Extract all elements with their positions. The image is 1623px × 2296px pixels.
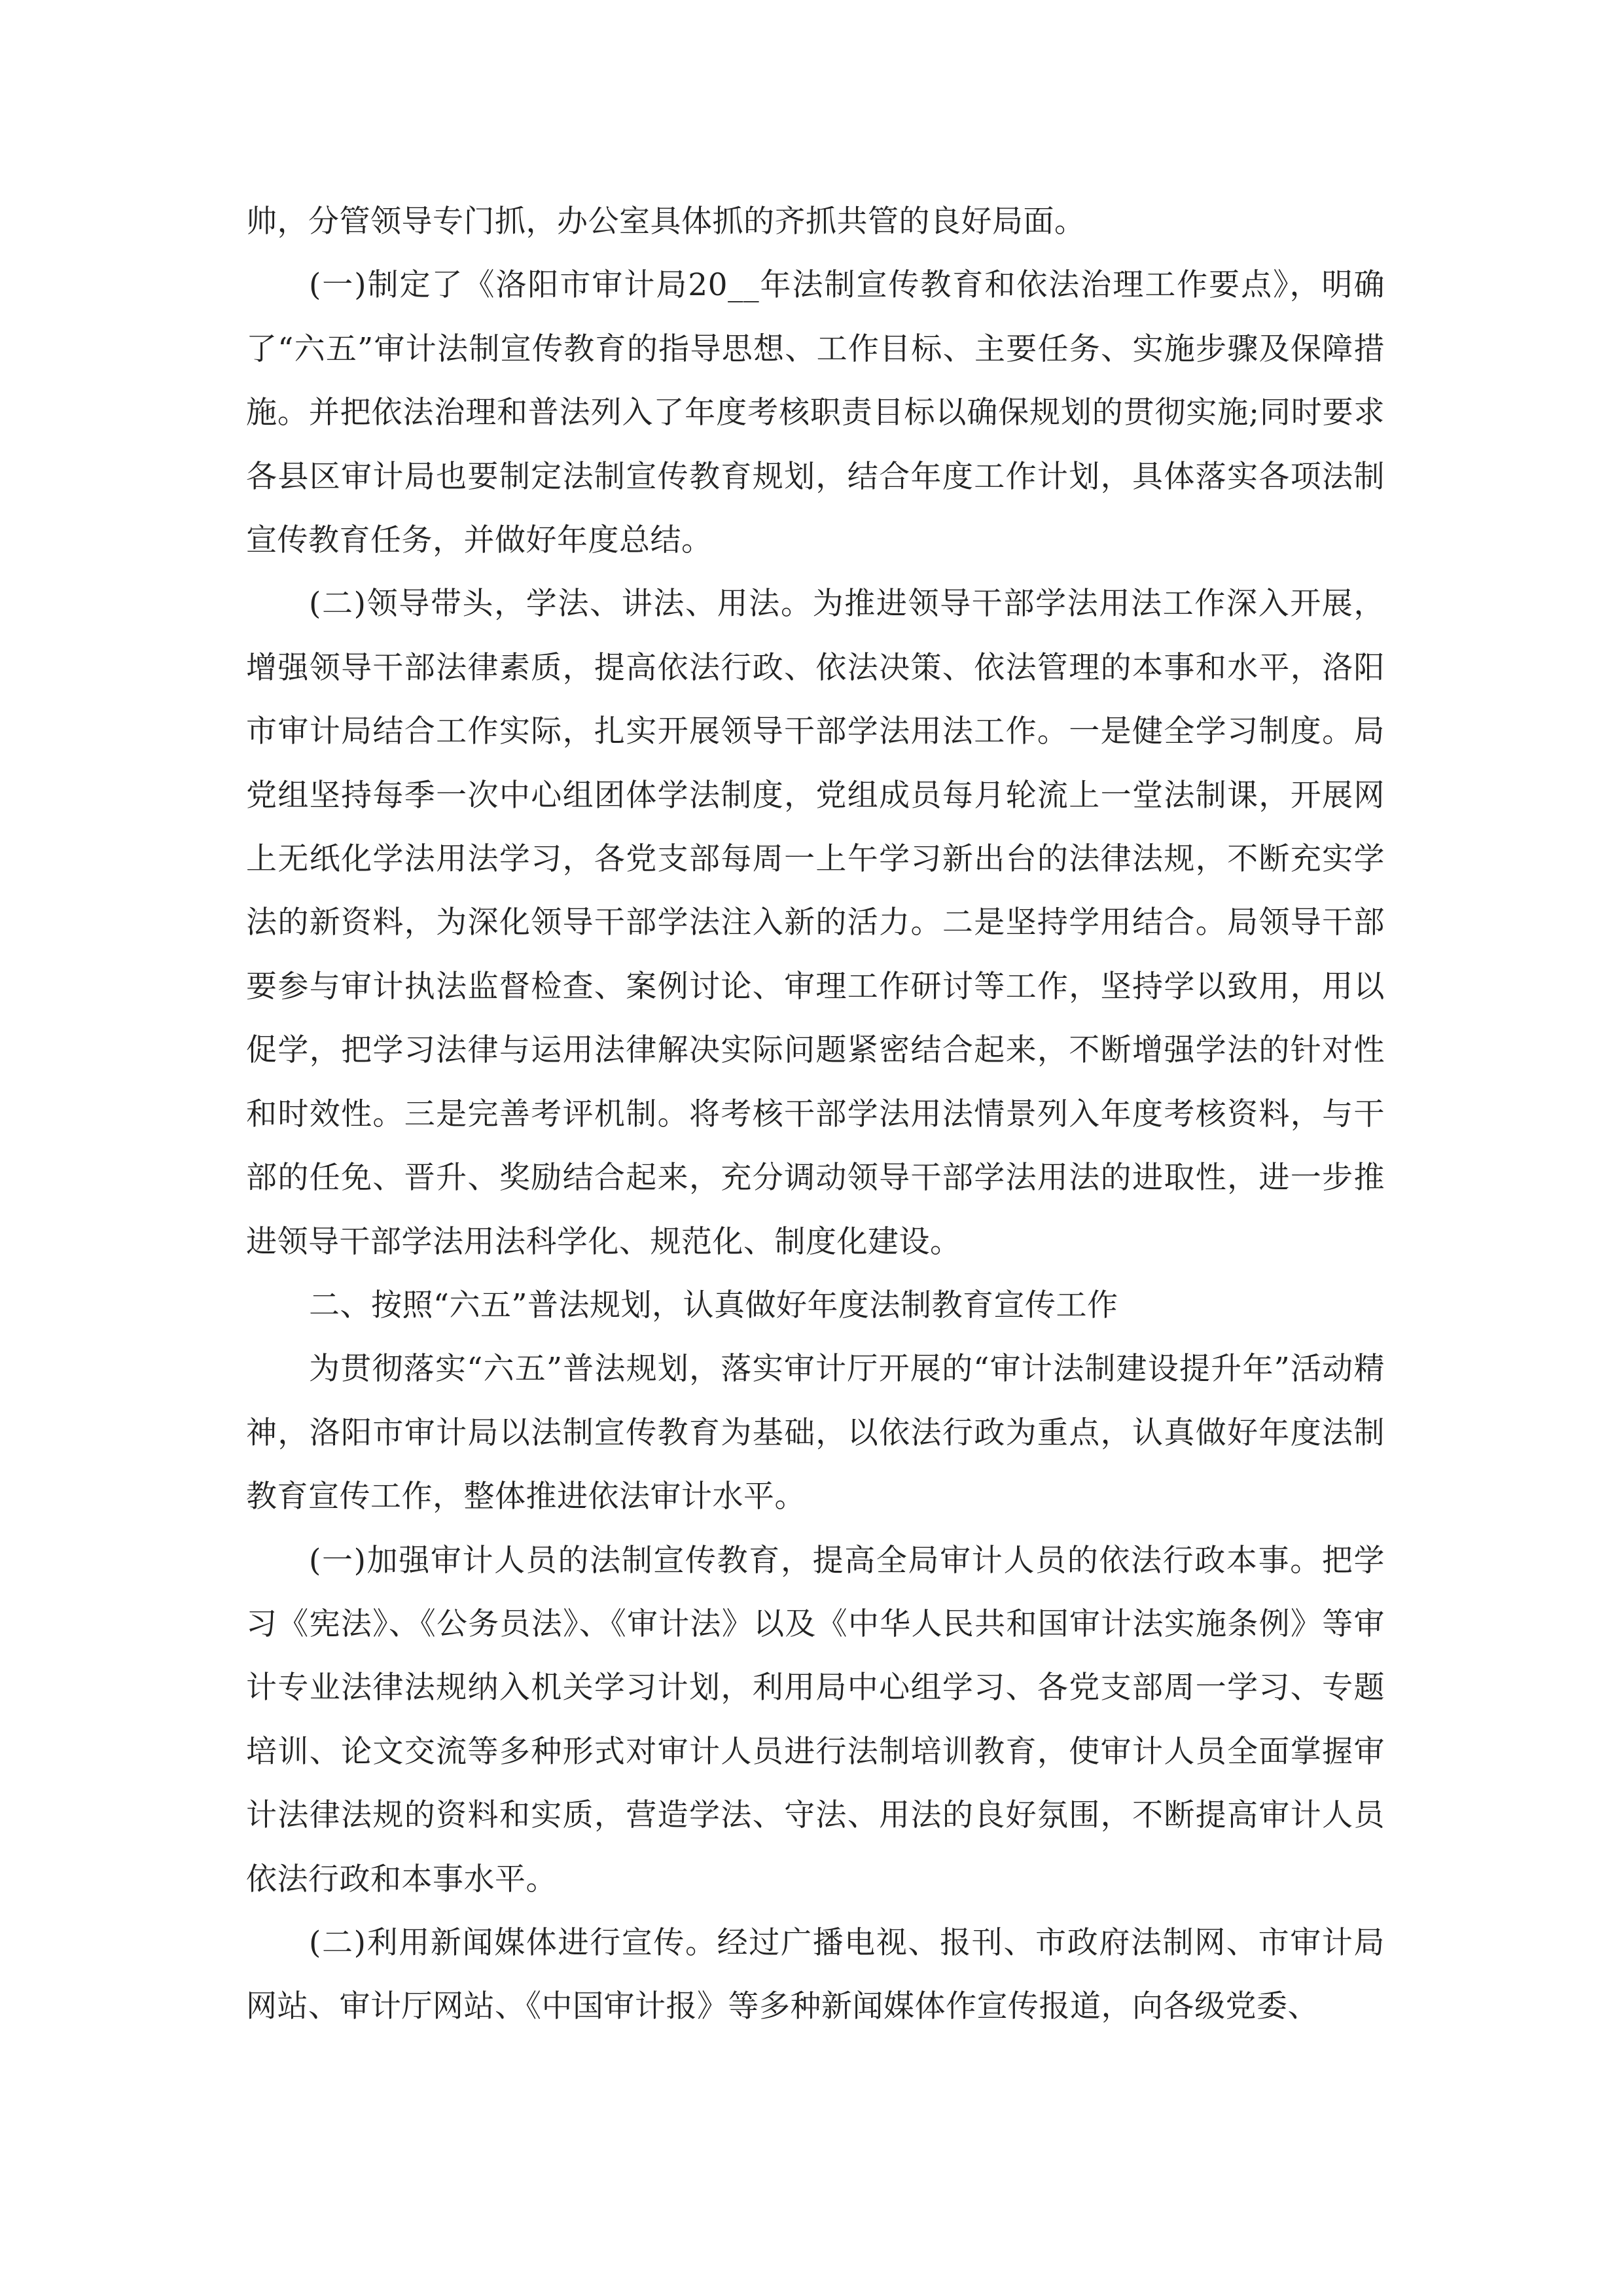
paragraph-item-1-1: (一)制定了《洛阳市审计局20__年法制宣传教育和依法治理工作要点》，明确了“六五”审计法制宣传教育的指导思想、工作目标、主要任务、实施步骤及保障措施。并把依法治理和普法列入了年度考核职责目标以确保规划的贯彻实施;同时要求各县区审计局也要制定法制宣传教育规划，结合年度工作计划，具体落实各项法制宣传教育任务，并做好年度总结。	[246, 267, 1385, 559]
paragraph-item-2-2: (二)利用新闻媒体进行宣传。经过广播电视、报刊、市政府法制网、市审计局网站、审计厅网站、《中国审计报》等多种新闻媒体作宣传报道，向各级党委、	[246, 1924, 1385, 2025]
paragraph-continuation: 帅，分管领导专门抓，办公室具体抓的齐抓共管的良好局面。	[246, 204, 1086, 240]
body-text	[246, 190, 1385, 2039]
section-heading-2: 二、按照“六五”普法规划，认真做好年度法制教育宣传工作	[309, 1287, 1118, 1323]
paragraph-intro-2: 为贯彻落实“六五”普法规划，落实审计厅开展的“审计法制建设提升年”活动精神，洛阳市审计局以法制宣传教育为基础，以依法行政为重点，认真做好年度法制教育宣传工作，整体推进依法审计水平。	[246, 1351, 1385, 1515]
paragraph-item-2-1: (一)加强审计人员的法制宣传教育，提高全局审计人员的依法行政本事。把学习《宪法》、《公务员法》、《审计法》以及《中华人民共和国审计法实施条例》等审计专业法律法规纳入机关学习计划，利用局中心组学习、各党支部周一学习、专题培训、论文交流等多种形式对审计人员进行法制培训教育，使审计人员全面掌握审计法律法规的资料和实质，营造学法、守法、用法的良好氛围，不断提高审计人员依法行政和本事水平。	[246, 1542, 1385, 1897]
paragraph-item-1-2: (二)领导带头，学法、讲法、用法。为推进领导干部学法用法工作深入开展，增强领导干部法律素质，提高依法行政、依法决策、依法管理的本事和水平，洛阳市审计局结合工作实际，扎实开展领导干部学法用法工作。一是健全学习制度。局党组坚持每季一次中心组团体学法制度，党组成员每月轮流上一堂法制课，开展网上无纸化学法用法学习，各党支部每周一上午学习新出台的法律法规，不断充实学法的新资料，为深化领导干部学法注入新的活力。二是坚持学用结合。局领导干部要参与审计执法监督检查、案例讨论、审理工作研讨等工作，坚持学以致用，用以促学，把学习法律与运用法律解决实际问题紧密结合起来，不断增强学法的针对性和时效性。三是完善考评机制。将考核干部学法用法情景列入年度考核资料，与干部的任免、晋升、奖励结合起来，充分调动领导干部学法用法的进取性，进一步推进领导干部学法用法科学化、规范化、制度化建设。	[246, 586, 1385, 1260]
